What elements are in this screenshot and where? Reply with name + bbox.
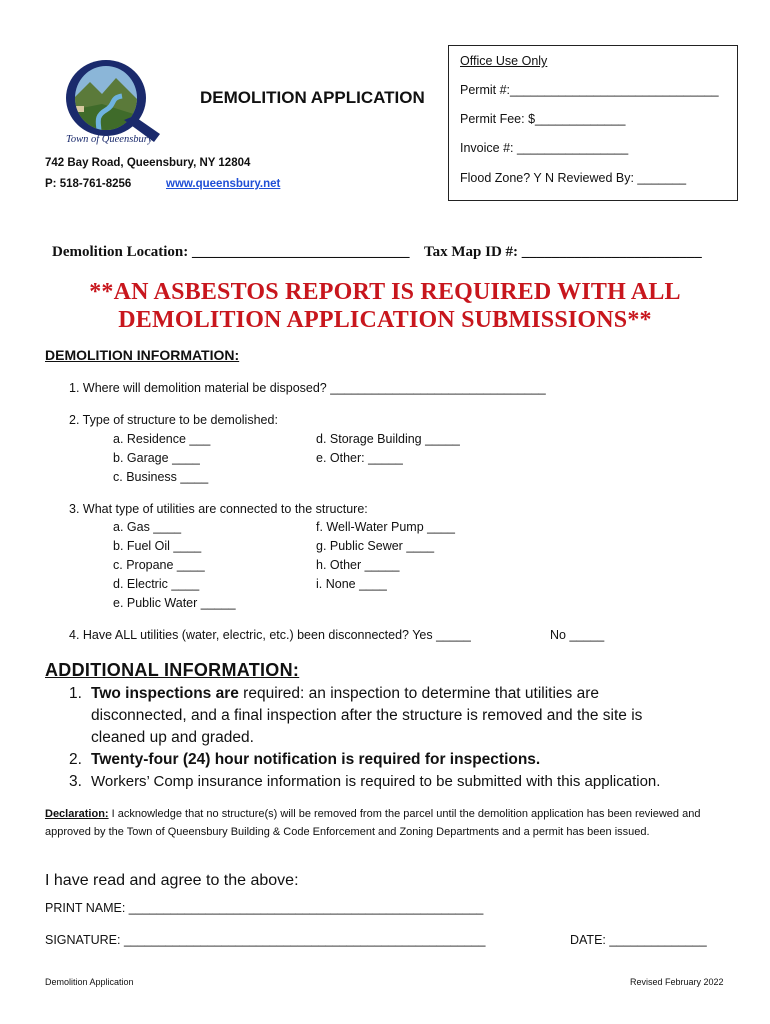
- additional-item-1-number: 1.: [69, 685, 82, 702]
- footer-left: Demolition Application: [45, 977, 134, 987]
- town-website-link[interactable]: www.queensbury.net: [166, 178, 281, 190]
- option-garage[interactable]: b. Garage ____: [113, 451, 200, 465]
- option-business[interactable]: c. Business ____: [113, 470, 209, 484]
- town-phone: P: 518-761-8256: [45, 178, 132, 190]
- tax-map-id-field[interactable]: Tax Map ID #: ________________________: [424, 244, 702, 260]
- declaration-label: Declaration:: [45, 808, 109, 820]
- print-name-field[interactable]: PRINT NAME: ___________________________________________________: [45, 901, 484, 915]
- office-use-box: [448, 45, 738, 201]
- option-public-sewer[interactable]: g. Public Sewer ____: [316, 539, 435, 553]
- additional-item-2: Twenty-four (24) hour notification is required for inspections.: [91, 751, 541, 768]
- option-other-structure[interactable]: e. Other: _____: [316, 451, 403, 465]
- option-fuel-oil[interactable]: b. Fuel Oil ____: [113, 539, 202, 553]
- option-electric[interactable]: d. Electric ____: [113, 577, 200, 591]
- footer-right: Revised February 2022: [630, 977, 724, 987]
- question-disposal[interactable]: 1. Where will demolition material be disposed? _______________________________: [69, 381, 546, 395]
- permit-number-field: Permit #:______________________________: [460, 83, 719, 97]
- invoice-field: Invoice #: ________________: [460, 141, 629, 155]
- question-disconnected[interactable]: 4. Have ALL utilities (water, electric, etc.) been disconnected? Yes _____: [69, 628, 471, 642]
- additional-item-2-number: 2.: [69, 751, 82, 768]
- option-storage-building[interactable]: d. Storage Building _____: [316, 432, 460, 446]
- office-use-title: Office Use Only: [460, 54, 548, 68]
- date-field[interactable]: DATE: ______________: [570, 933, 707, 947]
- option-public-water[interactable]: e. Public Water _____: [113, 596, 236, 610]
- question-structure-type: 2. Type of structure to be demolished:: [69, 413, 278, 427]
- additional-item-1-bold: Two inspections are: [91, 685, 239, 702]
- option-other-utility[interactable]: h. Other _____: [316, 558, 400, 572]
- page-title: DEMOLITION APPLICATION: [200, 88, 425, 107]
- town-logo: [62, 60, 162, 142]
- option-well-water-pump[interactable]: f. Well-Water Pump ____: [316, 520, 455, 534]
- agreement-statement: I have read and agree to the above:: [45, 872, 299, 889]
- option-propane[interactable]: c. Propane ____: [113, 558, 205, 572]
- answer-no[interactable]: No _____: [550, 628, 605, 642]
- flood-zone-field: Flood Zone? Y N Reviewed By: _______: [460, 171, 687, 185]
- permit-fee-field: Permit Fee: $_____________: [460, 112, 626, 126]
- asbestos-notice-line1: **AN ASBESTOS REPORT IS REQUIRED WITH ALL: [89, 279, 681, 305]
- additional-item-1-line3: cleaned up and graded.: [91, 729, 254, 746]
- option-gas[interactable]: a. Gas ____: [113, 520, 182, 534]
- additional-item-1-line2: disconnected, and a final inspection after the structure is removed and the site is: [91, 707, 643, 724]
- additional-item-1-text: required: an inspection to determine that utilities are: [238, 685, 600, 702]
- town-address: 742 Bay Road, Queensbury, NY 12804: [45, 157, 251, 169]
- question-utilities: 3. What type of utilities are connected to the structure:: [69, 502, 368, 516]
- additional-item-3: Workers’ Comp insurance information is required to be submitted with this application.: [91, 773, 661, 790]
- asbestos-notice-line2: DEMOLITION APPLICATION SUBMISSIONS**: [118, 307, 652, 333]
- additional-item-3-number: 3.: [69, 773, 82, 790]
- demolition-location-field[interactable]: Demolition Location: _____________________________: [52, 244, 410, 260]
- signature-field[interactable]: SIGNATURE: ____________________________________________________: [45, 933, 486, 947]
- logo-caption: Town of Queensbury: [66, 134, 153, 145]
- additional-info-heading: ADDITIONAL INFORMATION:: [45, 660, 300, 680]
- declaration-text: I acknowledge that no structure(s) will be removed from the parcel until the demolition application has been reviewed and approved by the Town of Queensbury Building & Code Enforcement and Zoning Departments and a permit has been issued.: [45, 808, 701, 838]
- option-none[interactable]: i. None ____: [316, 577, 387, 591]
- additional-item-1: [91, 685, 599, 703]
- option-residence[interactable]: a. Residence ___: [113, 432, 211, 446]
- demolition-info-heading: DEMOLITION INFORMATION:: [45, 347, 240, 363]
- declaration-paragraph: [45, 805, 730, 841]
